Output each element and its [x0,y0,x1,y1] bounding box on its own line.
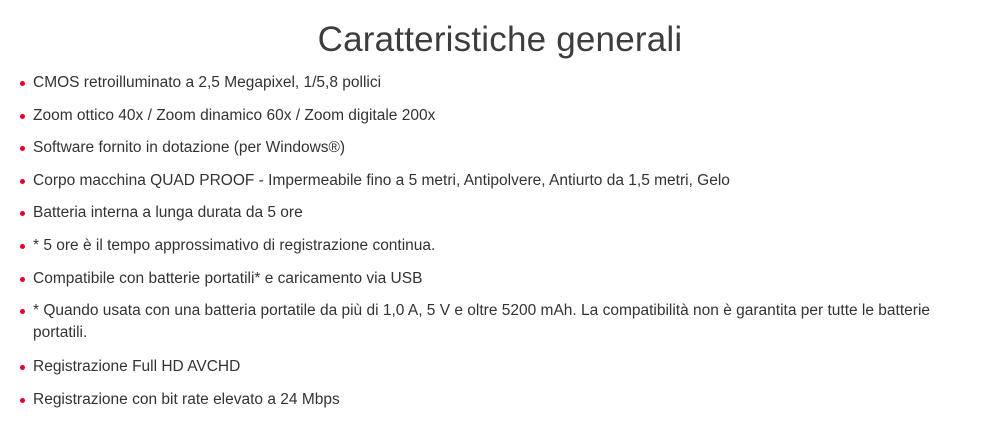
list-item [20,389,985,411]
list-item [20,105,985,127]
bullet-icon [20,179,25,184]
section-title: Caratteristiche generali [317,20,683,59]
bullet-icon [20,146,25,151]
bullet-icon [20,211,25,216]
bullet-icon [20,114,25,119]
list-item [20,72,985,94]
list-item [20,235,985,257]
feature-list [20,72,985,421]
feature-text: * 5 ore è il tempo approssimativo di registrazione continua. [33,236,436,254]
feature-text: Corpo macchina QUAD PROOF - Impermeabile fino a 5 metri, Antipolvere, Antiurto da 1,5 metri, Gelo [33,171,730,189]
feature-text: Zoom ottico 40x / Zoom dinamico 60x / Zoom digitale 200x [33,106,436,124]
feature-text: CMOS retroilluminato a 2,5 Megapixel, 1/5,8 pollici [33,74,382,91]
bullet-icon [20,309,25,314]
list-item [20,202,985,224]
bullet-icon [20,365,25,370]
list-item [20,137,985,159]
bullet-icon [20,81,25,86]
feature-text: Registrazione Full HD AVCHD [33,358,241,376]
bullet-icon [20,277,25,282]
list-item [20,170,985,192]
feature-text: Compatibile con batterie portatili* e caricamento via USB [33,269,423,287]
list-item [20,268,985,290]
feature-text: Software fornito in dotazione (per Windows®) [33,139,346,157]
bullet-icon [20,244,25,249]
list-item [20,300,985,344]
bullet-icon [20,398,25,403]
feature-text: * Quando usata con una batteria portatile da più di 1,0 A, 5 V e oltre 5200 mAh. La compatibilità non è garantita per tutte le batterie portatili. [33,302,931,342]
feature-text: Registrazione con bit rate elevato a 24 Mbps [33,390,340,408]
feature-text: Batteria interna a lunga durata da 5 ore [33,204,303,222]
list-item [20,356,985,378]
